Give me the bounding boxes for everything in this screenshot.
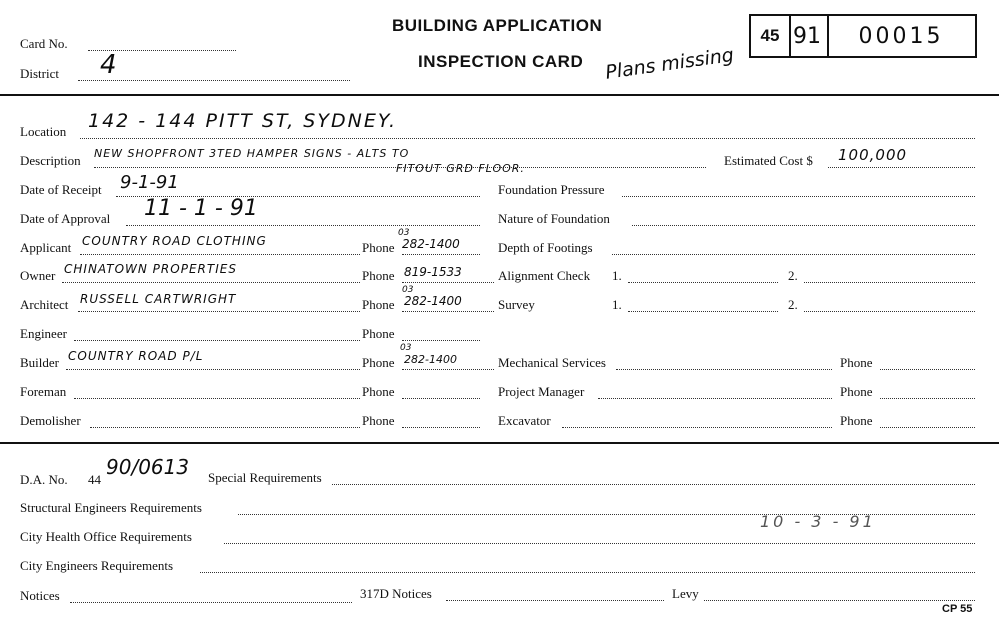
date-approval-field[interactable] xyxy=(126,225,480,226)
description-label: Description xyxy=(20,153,81,168)
location-field[interactable] xyxy=(80,138,975,139)
builder-phone-value: 282-1400 xyxy=(404,353,457,366)
alignment-check-label: Alignment Check xyxy=(498,268,591,283)
foundation-pressure-field[interactable] xyxy=(622,196,975,197)
depth-footings-label: Depth of Footings xyxy=(498,240,593,255)
section-divider xyxy=(0,442,999,444)
city-eng-req-label: City Engineers Requirements xyxy=(20,558,174,573)
district-label: District xyxy=(20,66,59,81)
estimated-cost-value: 100,000 xyxy=(838,146,908,164)
engineer-phone-field[interactable] xyxy=(402,340,480,341)
nature-foundation-field[interactable] xyxy=(632,225,975,226)
district-value: 4 xyxy=(100,50,117,80)
builder-label: Builder xyxy=(20,355,59,370)
health-req-label: City Health Office Requirements xyxy=(20,529,192,544)
owner-phone-field[interactable] xyxy=(402,282,494,283)
card-no-label: Card No. xyxy=(20,36,68,51)
alignment-2-label: 2. xyxy=(788,268,798,283)
structural-req-label: Structural Engineers Requirements xyxy=(20,500,202,515)
foreman-phone-field[interactable] xyxy=(402,398,480,399)
demolisher-phone-label: Phone xyxy=(362,413,395,428)
description-value-2: FITOUT GRD FLOOR. xyxy=(396,162,525,175)
builder-phone-label: Phone xyxy=(362,355,395,370)
applicant-phone-prefix: 03 xyxy=(398,228,410,238)
demolisher-label: Demolisher xyxy=(20,413,81,428)
estimated-cost-label: Estimated Cost $ xyxy=(724,153,813,168)
owner-phone-value: 819-1533 xyxy=(404,265,462,279)
date-receipt-value: 9-1-91 xyxy=(120,172,179,193)
foreman-field[interactable] xyxy=(74,398,360,399)
owner-value: CHINATOWN PROPERTIES xyxy=(64,262,237,276)
excavator-phone-field[interactable] xyxy=(880,427,975,428)
date-approval-label: Date of Approval xyxy=(20,211,111,226)
levy-label: Levy xyxy=(672,586,699,601)
architect-label: Architect xyxy=(20,297,69,312)
district-field[interactable] xyxy=(78,80,350,81)
demolisher-phone-field[interactable] xyxy=(402,427,480,428)
form-title-line1: BUILDING APPLICATION xyxy=(392,16,603,35)
excavator-label: Excavator xyxy=(498,413,551,428)
plans-missing-note: Plans missing xyxy=(604,44,736,84)
alignment-1-field[interactable] xyxy=(628,282,778,283)
engineer-phone-label: Phone xyxy=(362,326,395,341)
survey-1-label: 1. xyxy=(612,297,622,312)
notices-label: Notices xyxy=(20,588,60,603)
alignment-2-field[interactable] xyxy=(804,282,975,283)
owner-field[interactable] xyxy=(62,282,360,283)
survey-2-label: 2. xyxy=(788,297,798,312)
architect-phone-field[interactable] xyxy=(402,311,494,312)
estimated-cost-field[interactable] xyxy=(828,167,975,168)
builder-field[interactable] xyxy=(66,369,360,370)
special-req-label: Special Requirements xyxy=(208,470,322,485)
project-manager-label: Project Manager xyxy=(498,384,585,399)
alignment-1-label: 1. xyxy=(612,268,622,283)
notices-317d-label: 317D Notices xyxy=(360,586,432,601)
architect-phone-value: 282-1400 xyxy=(404,294,462,308)
builder-phone-field[interactable] xyxy=(402,369,494,370)
form-code: CP 55 xyxy=(942,603,973,615)
notices-field[interactable] xyxy=(70,602,352,603)
health-req-field[interactable] xyxy=(224,543,975,544)
architect-value: RUSSELL CARTWRIGHT xyxy=(80,292,237,306)
engineer-field[interactable] xyxy=(74,340,360,341)
project-manager-phone-field[interactable] xyxy=(880,398,975,399)
owner-label: Owner xyxy=(20,268,56,283)
architect-phone-label: Phone xyxy=(362,297,395,312)
architect-field[interactable] xyxy=(78,311,360,312)
applicant-phone-field[interactable] xyxy=(402,254,480,255)
demolisher-field[interactable] xyxy=(90,427,360,428)
nature-foundation-label: Nature of Foundation xyxy=(498,211,610,226)
health-req-note: 10 - 3 - 91 xyxy=(760,512,876,531)
notices-317d-field[interactable] xyxy=(446,600,664,601)
da-no-label: D.A. No. xyxy=(20,472,68,487)
foreman-phone-label: Phone xyxy=(362,384,395,399)
applicant-field[interactable] xyxy=(80,254,360,255)
applicant-label: Applicant xyxy=(20,240,72,255)
mechanical-phone-label: Phone xyxy=(840,355,873,370)
project-manager-field[interactable] xyxy=(598,398,832,399)
file-no-box-1: 45 xyxy=(749,14,791,58)
header-divider xyxy=(0,94,999,96)
levy-field[interactable] xyxy=(704,600,975,601)
da-no-value: 90/0613 xyxy=(106,455,190,479)
mechanical-field[interactable] xyxy=(616,369,832,370)
excavator-phone-label: Phone xyxy=(840,413,873,428)
applicant-value: COUNTRY ROAD CLOTHING xyxy=(82,234,267,248)
foreman-label: Foreman xyxy=(20,384,67,399)
project-manager-phone-label: Phone xyxy=(840,384,873,399)
applicant-phone-value: 282-1400 xyxy=(402,237,460,251)
location-label: Location xyxy=(20,124,67,139)
mechanical-label: Mechanical Services xyxy=(498,355,606,370)
depth-footings-field[interactable] xyxy=(612,254,975,255)
special-req-field[interactable] xyxy=(332,484,975,485)
location-value: 142 - 144 PITT ST, SYDNEY. xyxy=(88,110,398,132)
survey-2-field[interactable] xyxy=(804,311,975,312)
mechanical-phone-field[interactable] xyxy=(880,369,975,370)
architect-phone-prefix: 03 xyxy=(402,285,414,295)
da-no-prefix: 44 xyxy=(88,472,101,487)
date-receipt-label: Date of Receipt xyxy=(20,182,102,197)
owner-phone-label: Phone xyxy=(362,268,395,283)
applicant-phone-label: Phone xyxy=(362,240,395,255)
form-title-line2: INSPECTION CARD xyxy=(418,52,584,71)
survey-1-field[interactable] xyxy=(628,311,778,312)
builder-phone-prefix: 03 xyxy=(400,343,412,353)
file-no-box-3: 00015 xyxy=(827,14,977,58)
city-eng-req-field[interactable] xyxy=(200,572,975,573)
engineer-label: Engineer xyxy=(20,326,67,341)
file-no-box-2: 91 xyxy=(787,14,829,58)
description-value-1: NEW SHOPFRONT 3TED HAMPER SIGNS - ALTS TO xyxy=(94,147,410,160)
excavator-field[interactable] xyxy=(562,427,832,428)
survey-label: Survey xyxy=(498,297,535,312)
foundation-pressure-label: Foundation Pressure xyxy=(498,182,605,197)
date-approval-value: 11 - 1 - 91 xyxy=(144,196,258,221)
builder-value: COUNTRY ROAD P/L xyxy=(68,349,204,363)
